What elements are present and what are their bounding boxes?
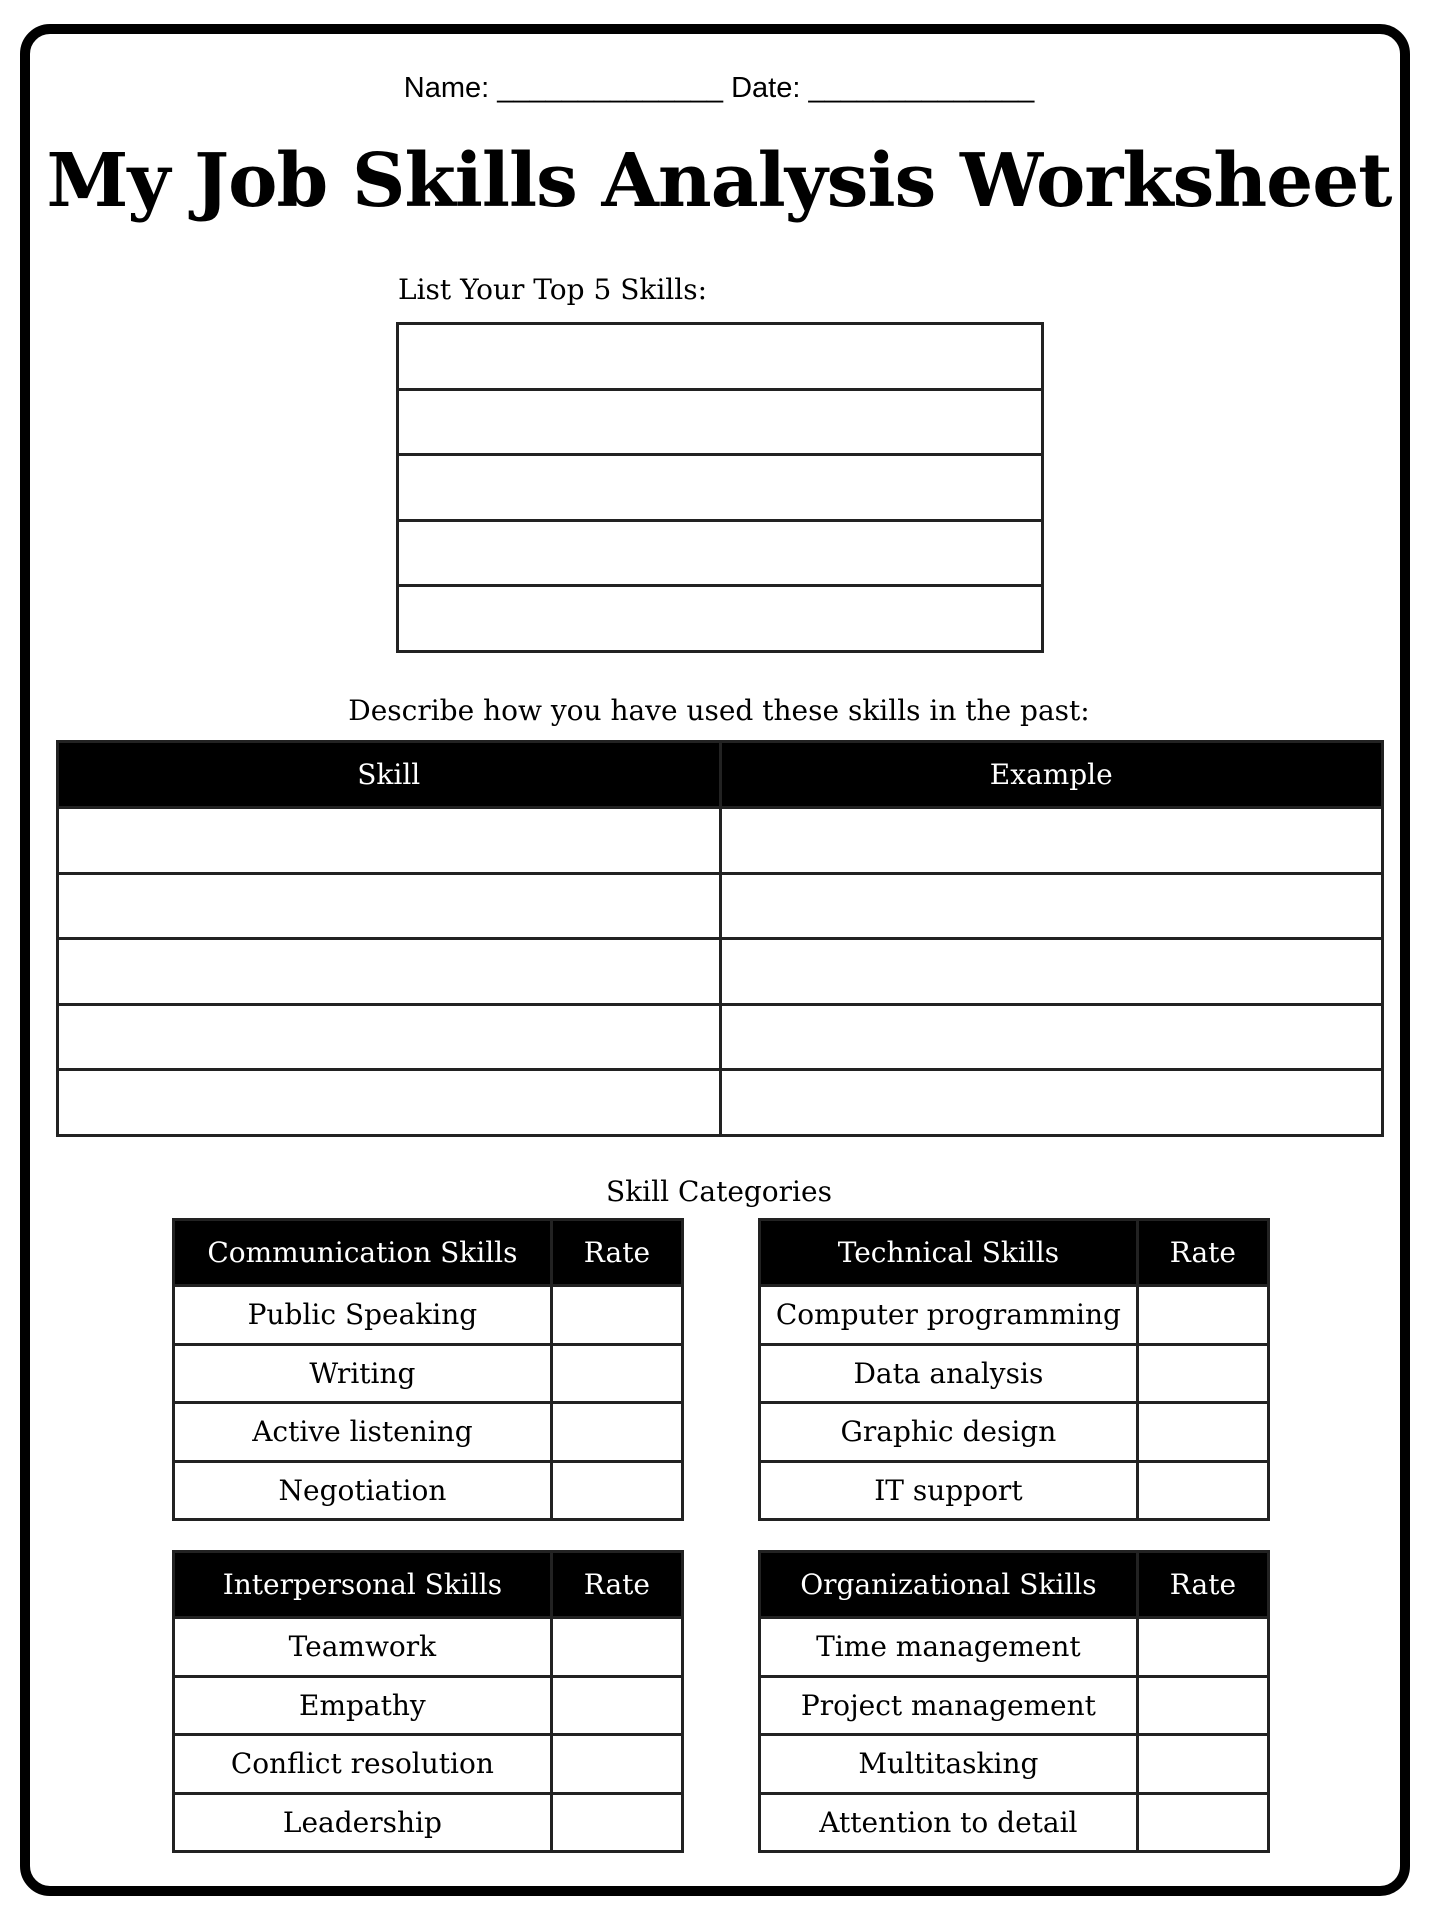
interpersonal-skills-table bbox=[172, 1550, 684, 1853]
skill-usage-table bbox=[56, 740, 1384, 1137]
usage-skill-cell[interactable] bbox=[58, 939, 721, 1005]
rate-header: Rate bbox=[551, 1552, 682, 1618]
name-date-line[interactable]: Name: ______________ Date: ______________ bbox=[403, 72, 1035, 104]
usage-example-cell[interactable] bbox=[720, 873, 1383, 939]
rate-field[interactable] bbox=[1137, 1735, 1268, 1794]
rate-field[interactable] bbox=[551, 1286, 682, 1345]
rate-header: Rate bbox=[551, 1220, 682, 1286]
usage-skill-cell[interactable] bbox=[58, 873, 721, 939]
top-skill-field-2[interactable] bbox=[398, 389, 1043, 455]
usage-skill-cell[interactable] bbox=[58, 1070, 721, 1136]
usage-example-cell[interactable] bbox=[720, 939, 1383, 1005]
category-header: Communication Skills bbox=[174, 1220, 552, 1286]
technical-skills-table bbox=[758, 1218, 1270, 1521]
rate-field[interactable] bbox=[551, 1461, 682, 1520]
page-title: My Job Skills Analysis Worksheet bbox=[46, 138, 1392, 224]
organizational-skills-table bbox=[758, 1550, 1270, 1853]
rate-field[interactable] bbox=[1137, 1461, 1268, 1520]
rate-field[interactable] bbox=[551, 1403, 682, 1462]
skill-name: Multitasking bbox=[760, 1735, 1138, 1794]
skill-name: Graphic design bbox=[760, 1403, 1138, 1462]
skill-name: Leadership bbox=[174, 1793, 552, 1852]
top-skill-field-3[interactable] bbox=[398, 455, 1043, 521]
skill-name: Writing bbox=[174, 1344, 552, 1403]
skill-name: Conflict resolution bbox=[174, 1735, 552, 1794]
usage-example-cell[interactable] bbox=[720, 1070, 1383, 1136]
rate-header: Rate bbox=[1137, 1552, 1268, 1618]
top-skill-field-4[interactable] bbox=[398, 520, 1043, 586]
skill-name: Project management bbox=[760, 1676, 1138, 1735]
rate-header: Rate bbox=[1137, 1220, 1268, 1286]
top-skill-field-5[interactable] bbox=[398, 586, 1043, 652]
usage-example-cell[interactable] bbox=[720, 808, 1383, 874]
skill-name: IT support bbox=[760, 1461, 1138, 1520]
skill-categories-label: Skill Categories bbox=[606, 1175, 832, 1208]
skill-name: Empathy bbox=[174, 1676, 552, 1735]
usage-skill-cell[interactable] bbox=[58, 808, 721, 874]
rate-field[interactable] bbox=[1137, 1676, 1268, 1735]
communication-skills-table bbox=[172, 1218, 684, 1521]
skill-name: Time management bbox=[760, 1618, 1138, 1677]
rate-field[interactable] bbox=[1137, 1403, 1268, 1462]
rate-field[interactable] bbox=[1137, 1793, 1268, 1852]
skill-name: Public Speaking bbox=[174, 1286, 552, 1345]
rate-field[interactable] bbox=[551, 1676, 682, 1735]
skill-name: Data analysis bbox=[760, 1344, 1138, 1403]
skill-name: Negotiation bbox=[174, 1461, 552, 1520]
usage-skill-cell[interactable] bbox=[58, 1004, 721, 1070]
top-skills-label: List Your Top 5 Skills: bbox=[398, 273, 708, 306]
top-skills-table bbox=[396, 322, 1044, 653]
skill-name: Computer programming bbox=[760, 1286, 1138, 1345]
rate-field[interactable] bbox=[551, 1344, 682, 1403]
usage-label: Describe how you have used these skills in the past: bbox=[348, 694, 1090, 727]
top-skill-field-1[interactable] bbox=[398, 324, 1043, 390]
skill-name: Active listening bbox=[174, 1403, 552, 1462]
rate-field[interactable] bbox=[551, 1793, 682, 1852]
category-header: Organizational Skills bbox=[760, 1552, 1138, 1618]
example-column-header: Example bbox=[720, 742, 1383, 808]
rate-field[interactable] bbox=[1137, 1344, 1268, 1403]
category-header: Interpersonal Skills bbox=[174, 1552, 552, 1618]
rate-field[interactable] bbox=[1137, 1618, 1268, 1677]
rate-field[interactable] bbox=[551, 1735, 682, 1794]
rate-field[interactable] bbox=[551, 1618, 682, 1677]
usage-example-cell[interactable] bbox=[720, 1004, 1383, 1070]
skill-column-header: Skill bbox=[58, 742, 721, 808]
skill-name: Teamwork bbox=[174, 1618, 552, 1677]
rate-field[interactable] bbox=[1137, 1286, 1268, 1345]
skill-name: Attention to detail bbox=[760, 1793, 1138, 1852]
category-header: Technical Skills bbox=[760, 1220, 1138, 1286]
